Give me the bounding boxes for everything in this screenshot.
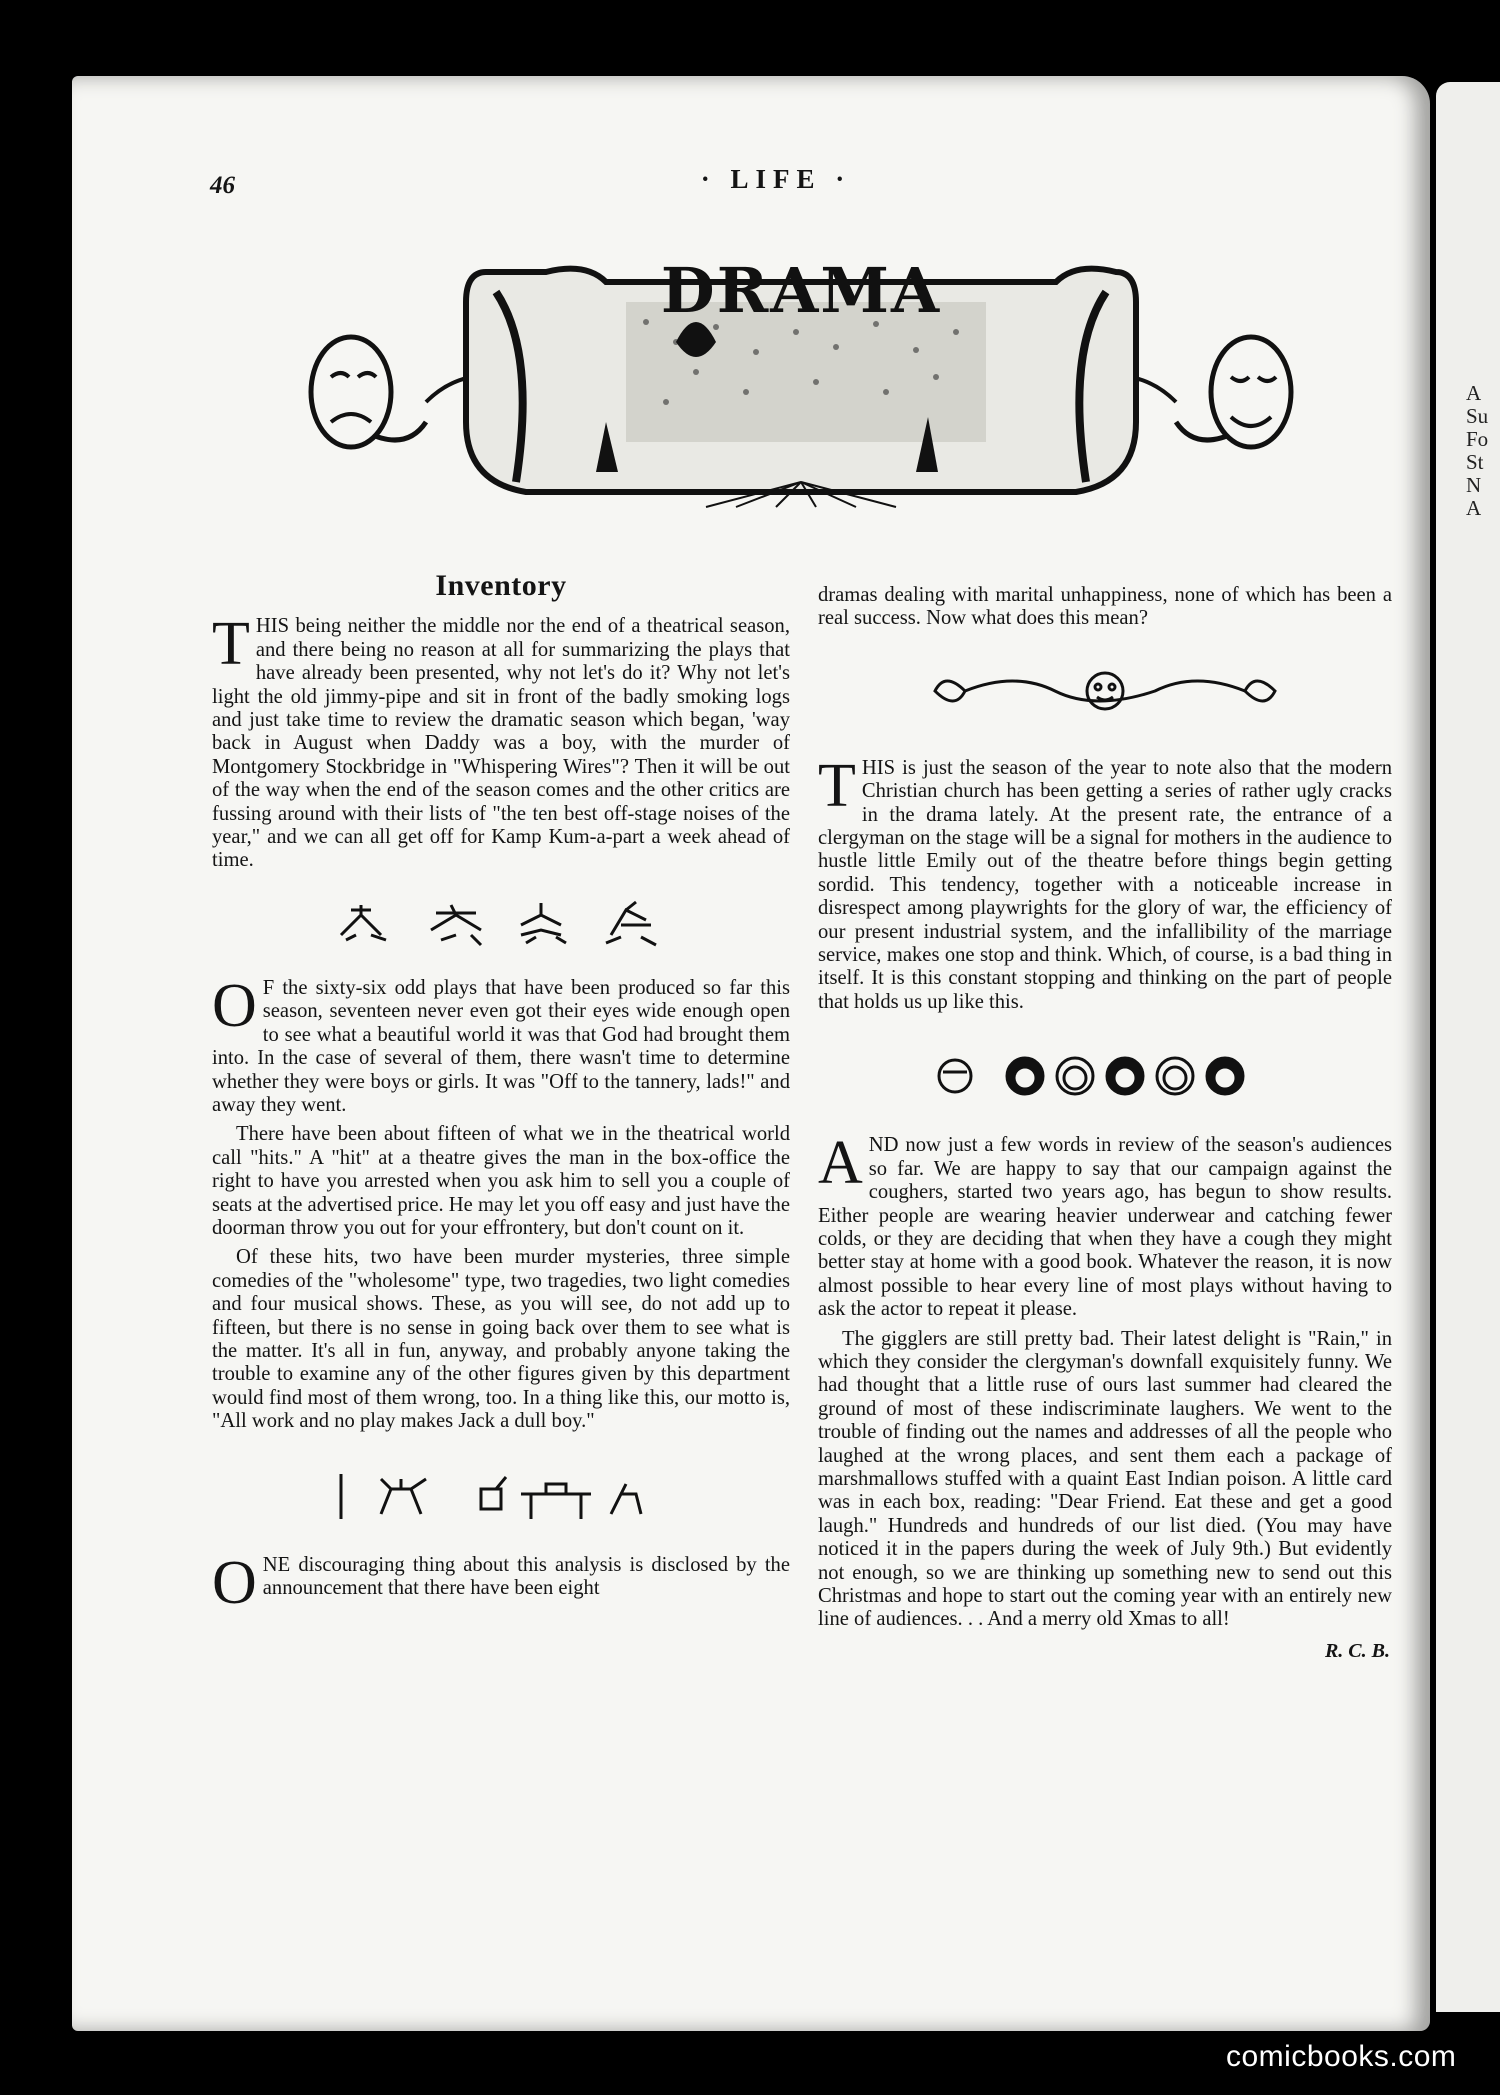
- paragraph: [212, 971, 790, 1117]
- tragedy-mask-icon: [311, 337, 391, 447]
- adjacent-page-edge: [1436, 82, 1500, 2012]
- page-number: 46: [210, 172, 235, 199]
- edge-line: N: [1466, 473, 1482, 497]
- banner-title: DRAMA: [660, 254, 942, 327]
- ribbon-bells-ornament-icon: [915, 661, 1295, 723]
- article-title: Inventory: [435, 569, 567, 602]
- drop-cap: T: [212, 610, 250, 679]
- paragraph: The gigglers are still pretty bad. Their latest delight is "Rain," in which they consider the clergyman's downfall exquisitely funny. We had thought that a little ruse of ours last summer had cleared the ground of most of these indiscriminate laughers. We went to the trouble of finding out the names and addresses of all the people who laughed at the wrong places, and sent them each a package of marshmallows stuffed with a quaint East Indian poison. A little card was in each box, reading: "Dear Friend. Eat these and get a good laugh." Hundreds and hundreds of our list died. (You may have noticed it in the papers during the week of July 9th.) But evidently not enough, so we are thinking up something new to send out this Christmas and hope to start out the coming year with an entirely new line of audiences. . . And a merry old Xmas to all!: [818, 1327, 1392, 1631]
- edge-line: A: [1466, 496, 1482, 520]
- paragraph: [212, 610, 790, 872]
- paragraph: dramas dealing with marital unhappiness, none of which has been a real success. Now what does this mean?: [818, 584, 1392, 630]
- drop-cap: O: [212, 971, 257, 1040]
- edge-line: Su: [1466, 404, 1489, 428]
- running-head: · LIFE ·: [700, 164, 852, 194]
- paragraph: Of these hits, two have been murder mysteries, three simple comedies of the "wholesome" type, two tragedies, two light comedies and four musical shows. These, as you will see, do not add up to fifteen, but there is no sense in going back over them to see what is the matter. It's all in fun, anyway, and probably anyone taking the trouble to examine any of the other figures given by this department would find most of them wrong, too. In a thing like this, our motto is, "All work and no play makes Jack a dull boy.": [212, 1246, 790, 1433]
- drop-cap: A: [818, 1129, 863, 1198]
- paragraph-text: F the sixty-six odd plays that have been produced so far this season, seventeen never even got their eyes wide enough open to see what a beautiful world it was that God had brought them into. In the case of several of them, there wasn't time to determine whether they were boys or girls. It was "Off to the tannery, lads!" and away they went.: [212, 976, 790, 1116]
- faces-ornament-icon: [935, 1048, 1275, 1104]
- paragraph-text: NE discouraging thing about this analysis is disclosed by the announcement that there have been eight: [262, 1553, 790, 1599]
- paragraph: [818, 1129, 1392, 1321]
- paragraph: [818, 751, 1392, 1014]
- comedy-mask-icon: [1211, 337, 1291, 447]
- drama-banner: [296, 232, 1306, 512]
- article-left-column: [212, 569, 790, 1617]
- paragraph: There have been about fifteen of what we in the theatrical world call "hits." A "hit" at a theatre gives the man in the box-office the right to have you arrested when you ask him to sell you a couple of seats at the advertised price. He may let you off easy and just have the doorman throw you out for your effrontery, but don't count on it.: [212, 1123, 790, 1239]
- drop-cap: T: [818, 751, 856, 820]
- edge-line: Fo: [1466, 427, 1489, 451]
- office-scene-ornament-icon: [321, 1464, 681, 1524]
- drop-cap: O: [212, 1548, 257, 1617]
- paragraph-text: HIS is just the season of the year to note also that the modern Christian church has been getting a series of rather ugly cracks in the drama lately. At the present rate, the entrance of a clergyman on the stage will be a signal for mothers in the audience to hustle little Emily out of the theatre before things begin getting sordid. This tendency, together with a noticeable increase in disrespect among playwrights for the glory of war, the efficiency of our present industrial system, and the infallibility of the marriage service, makes one stop and think. Which, of course, is a bad thing in itself. It is this constant stopping and thinking on the part of people that holds us up like this.: [818, 756, 1392, 1013]
- watermark: comicbooks.com: [1226, 2040, 1457, 2073]
- author-signature: R. C. B.: [1324, 1639, 1390, 1662]
- article-right-column: [818, 584, 1392, 1663]
- edge-line: A: [1466, 381, 1482, 405]
- paragraph-text: ND now just a few words in review of the season's audiences so far. We are happy to say that our campaign against the coughers, started two years ago, has begun to show results. Either people are wearing heavier underwear and catching fewer colds, or they are deciding that when they have a cough they might better stay at home with a good book. Whatever the reason, it is now almost possible to hear every line of most plays without having to ask the actor to repeat it please.: [818, 1134, 1392, 1321]
- adjacent-page-text: [1466, 382, 1488, 520]
- dancing-figures-ornament-icon: [321, 895, 681, 955]
- edge-line: St: [1466, 450, 1484, 474]
- paragraph-text: HIS being neither the middle nor the end of a theatrical season, and there being no reason at all for summarizing the plays that have already been presented, why not let's do it? Why not let's light the old jimmy-pipe and sit in front of the badly smoking logs and just take time to review the dramatic season which began, 'way back in August when Daddy was a boy, with the murder of Montgomery Stockbridge in "Whispering Wires"? Then it will be out of the way when the end of the season comes and the other critics are fussing around with their lists of "the ten best off-stage noises of the year," and we can all get off for Kamp Kum-a-part a week ahead of time.: [212, 615, 790, 872]
- paragraph: [212, 1548, 790, 1617]
